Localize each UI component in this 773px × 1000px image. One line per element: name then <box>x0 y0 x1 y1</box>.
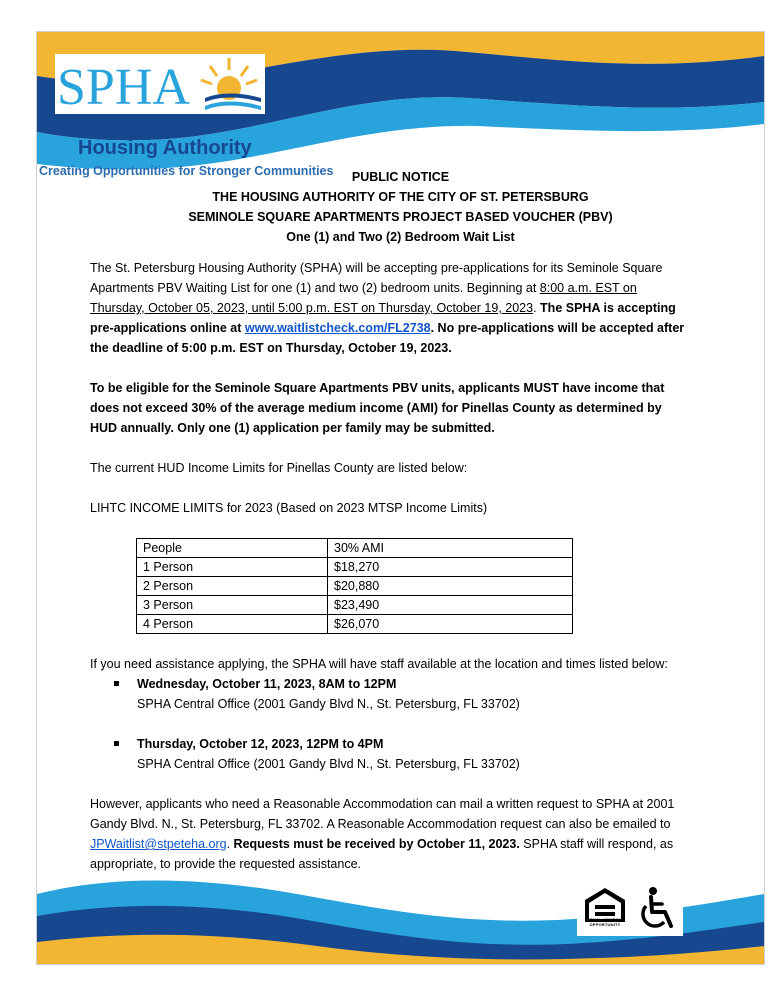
notice-body <box>90 258 690 894</box>
page <box>36 31 765 965</box>
intro-dates: 8:00 a.m. EST on Thursday, October 05, 2023, until 5:00 p.m. EST on Thursday, October 19, 2023 <box>90 281 637 315</box>
assistance-intro: If you need assistance applying, the SPHA will have staff available at the location and times listed below: <box>90 657 668 671</box>
table-row <box>137 577 573 596</box>
eligibility-paragraph: To be eligible for the Seminole Square Apartments PBV units, applicants MUST have income that does not exceed 30% of the average medium income (AMI) for Pinellas County as determined by HUD annually. Only one (1) application per family may be submitted. <box>90 381 665 435</box>
session-when: Wednesday, October 11, 2023, 8AM to 12PM <box>137 677 397 691</box>
heading-line-3: SEMINOLE SQUARE APARTMENTS PROJECT BASED VOUCHER (PBV) <box>188 210 613 224</box>
intro-bold-2: . No pre-applications will be accepted after the deadline of 5:00 p.m. EST on Thursday, October 19, 2023. <box>90 321 685 355</box>
accommodation-text-2: . <box>226 837 234 851</box>
email-link[interactable]: JPWaitlist@stpeteha.org <box>90 837 227 851</box>
accommodation-paragraph <box>90 794 690 874</box>
intro-paragraph <box>90 258 690 358</box>
accommodation-deadline: Requests must be received by October 11, 2023. <box>233 837 520 851</box>
table-cell: $23,490 <box>328 596 573 615</box>
waitlist-link[interactable]: www.waitlistcheck.com/FL2738 <box>244 321 431 335</box>
intro-text-1: The St. Petersburg Housing Authority (SPHA) will be accepting pre-applications for its Seminole Square Apartments PBV Waiting List for one (1) and two (2) bedroom units. Beginning at <box>90 261 663 295</box>
eho-line-2: OPPORTUNITY <box>589 922 621 927</box>
bullet-icon <box>114 681 119 686</box>
list-item <box>114 734 690 774</box>
table-cell: $20,880 <box>328 577 573 596</box>
table-cell: 2 Person <box>137 577 328 596</box>
accommodation-text-1: However, applicants who need a Reasonable Accommodation can mail a written request to SPHA at 2001 Gandy Blvd. N., St. Petersburg, FL 33702. A Reasonable Accommodation request can also be emailed to <box>90 797 675 831</box>
bullet-icon <box>114 741 119 746</box>
table-cell: $18,270 <box>328 558 573 577</box>
heading-line-1: PUBLIC NOTICE <box>351 170 450 184</box>
notice-heading <box>37 167 764 247</box>
table-header-row <box>137 539 573 558</box>
limits-title: LIHTC INCOME LIMITS for 2023 (Based on 2023 MTSP Income Limits) <box>90 501 488 515</box>
intro-text-2: . <box>533 301 541 315</box>
equal-housing-label <box>577 917 633 927</box>
logo-org-name-line2: Housing Authority <box>78 137 252 159</box>
table-row <box>137 596 573 615</box>
logo-org-name-line1: St. Petersburg <box>61 114 198 136</box>
table-cell: 3 Person <box>137 596 328 615</box>
heading-line-2: THE HOUSING AUTHORITY OF THE CITY OF ST. PETERSBURG <box>212 190 589 204</box>
table-row <box>137 615 573 634</box>
table-cell: 1 Person <box>137 558 328 577</box>
intro-bold-1: The SPHA is accepting pre-applications online at <box>90 301 676 335</box>
session-where: SPHA Central Office (2001 Gandy Blvd N., St. Petersburg, FL 33702) <box>137 697 520 711</box>
heading-line-4: One (1) and Two (2) Bedroom Wait List <box>286 230 515 244</box>
logo-mark <box>55 54 265 114</box>
session-where: SPHA Central Office (2001 Gandy Blvd N., St. Petersburg, FL 33702) <box>137 757 520 771</box>
compliance-badges <box>577 880 683 936</box>
table-header-cell: 30% AMI <box>328 539 573 558</box>
session-when: Thursday, October 12, 2023, 12PM to 4PM <box>137 737 384 751</box>
table-header-cell: People <box>137 539 328 558</box>
income-limits-table <box>136 538 573 634</box>
hud-intro: The current HUD Income Limits for Pinellas County are listed below: <box>90 461 468 475</box>
assistance-sessions <box>90 674 690 774</box>
logo-wordmark: SPHA <box>57 59 190 114</box>
wheelchair-icon <box>637 886 679 932</box>
list-item <box>114 674 690 714</box>
table-cell: $26,070 <box>328 615 573 634</box>
accommodation-text-3: SPHA staff will respond, as appropriate, to provide the requested assistance. <box>90 837 674 871</box>
table-cell: 4 Person <box>137 615 328 634</box>
logo-tagline: Creating Opportunities for Stronger Communities <box>39 164 334 178</box>
eho-line-1: EQUAL HOUSING <box>586 917 624 922</box>
table-row <box>137 558 573 577</box>
